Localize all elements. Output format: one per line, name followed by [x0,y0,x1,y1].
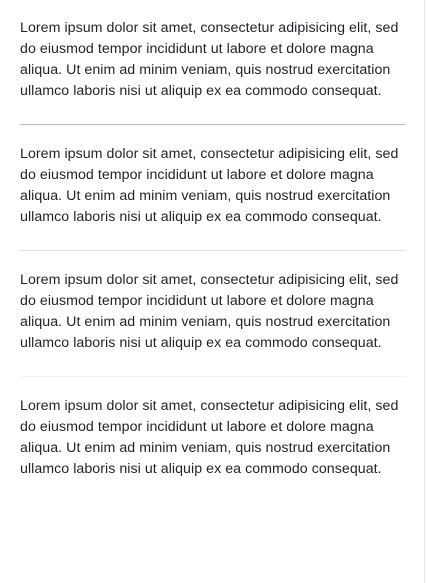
divider-2 [20,250,406,251]
paragraph-2: Lorem ipsum dolor sit amet, consectetur adipisicing elit, sed do eiusmod tempor incididunt ut labore et dolore magna aliqua. Ut enim ad minim veniam, quis nostrud exercitation ullamco laboris nisi ut aliquip ex ea commodo consequat. [20,146,399,225]
paragraph-4: Lorem ipsum dolor sit amet, consectetur adipisicing elit, sed do eiusmod tempor incididunt ut labore et dolore magna aliqua. Ut enim ad minim veniam, quis nostrud exercitation ullamco laboris nisi ut aliquip ex ea commodo consequat. [20,398,399,477]
divider-1 [20,124,406,125]
paragraph-3: Lorem ipsum dolor sit amet, consectetur adipisicing elit, sed do eiusmod tempor incididunt ut labore et dolore magna aliqua. Ut enim ad minim veniam, quis nostrud exercitation ullamco laboris nisi ut aliquip ex ea commodo consequat. [20,272,399,351]
divider-3 [20,376,406,377]
paragraph-list [20,18,406,480]
paragraph-1: Lorem ipsum dolor sit amet, consectetur adipisicing elit, sed do eiusmod tempor incididunt ut labore et dolore magna aliqua. Ut enim ad minim veniam, quis nostrud exercitation ullamco laboris nisi ut aliquip ex ea commodo consequat. [20,20,399,99]
